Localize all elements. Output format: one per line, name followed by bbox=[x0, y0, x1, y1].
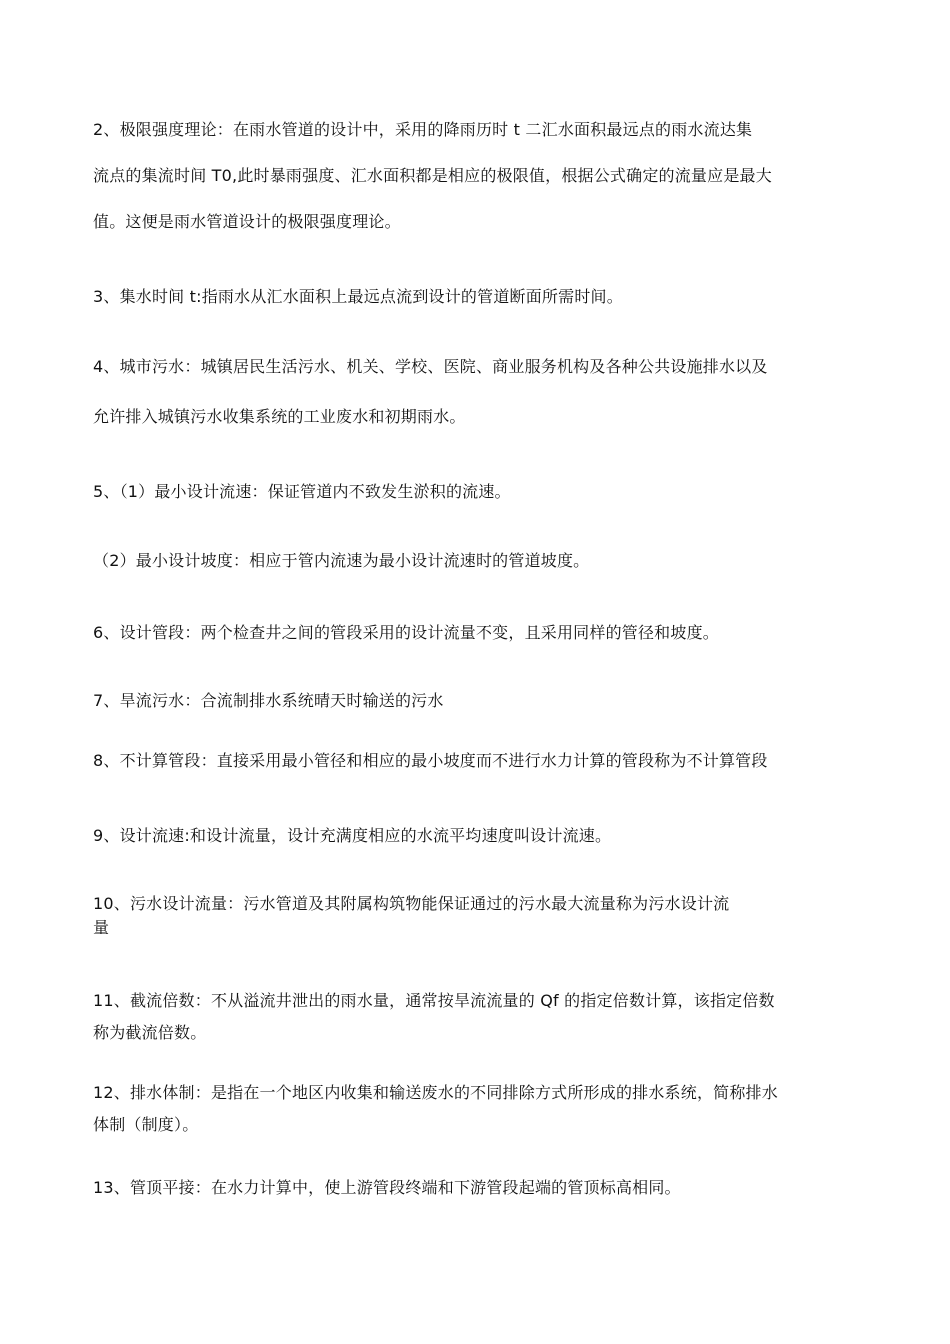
item-7-line-1: 7、旱流污水：合流制排水系统晴天时输送的污水 bbox=[93, 691, 444, 710]
item-9-line-1: 9、设计流速:和设计流量，设计充满度相应的水流平均速度叫设计流速。 bbox=[93, 826, 612, 845]
item-12-line-1: 12、排水体制：是指在一个地区内收集和输送废水的不同排除方式所形成的排水系统，简称排水 bbox=[93, 1083, 778, 1102]
item-8-line-1: 8、不计算管段：直接采用最小管径和相应的最小坡度而不进行水力计算的管段称为不计算管段 bbox=[93, 751, 768, 770]
item-13-line-1: 13、管顶平接：在水力计算中，使上游管段终端和下游管段起端的管顶标高相同。 bbox=[93, 1178, 681, 1197]
item-2-line-1: 2、极限强度理论：在雨水管道的设计中，采用的降雨历时 t 二汇水面积最远点的雨水流达集 bbox=[93, 120, 753, 139]
item-2-line-3: 值。这便是雨水管道设计的极限强度理论。 bbox=[93, 212, 401, 231]
item-10-line-1: 10、污水设计流量：污水管道及其附属构筑物能保证通过的污水最大流量称为污水设计流 bbox=[93, 894, 730, 913]
item-4-line-2: 允许排入城镇污水收集系统的工业废水和初期雨水。 bbox=[93, 407, 466, 426]
item-6-line-1: 6、设计管段：两个检查井之间的管段采用的设计流量不变，且采用同样的管径和坡度。 bbox=[93, 623, 719, 642]
item-11-line-2: 称为截流倍数。 bbox=[93, 1023, 207, 1042]
item-12-line-2: 体制（制度）。 bbox=[93, 1115, 199, 1134]
item-10-line-2: 量 bbox=[93, 918, 110, 937]
item-5-sub-2: （2）最小设计坡度：相应于管内流速为最小设计流速时的管道坡度。 bbox=[93, 551, 590, 570]
item-5-line-1: 5、（1）最小设计流速：保证管道内不致发生淤积的流速。 bbox=[93, 482, 511, 501]
item-4-line-1: 4、城市污水：城镇居民生活污水、机关、学校、医院、商业服务机构及各种公共设施排水以及 bbox=[93, 357, 768, 376]
item-3-line-1: 3、集水时间 t:指雨水从汇水面积上最远点流到设计的管道断面所需时间。 bbox=[93, 287, 623, 306]
item-11-line-1: 11、截流倍数：不从溢流井泄出的雨水量，通常按旱流流量的 Qf 的指定倍数计算，该指定倍数 bbox=[93, 991, 775, 1010]
item-2-line-2: 流点的集流时间 T0,此时暴雨强度、汇水面积都是相应的极限值，根据公式确定的流量应是最大 bbox=[93, 166, 772, 185]
